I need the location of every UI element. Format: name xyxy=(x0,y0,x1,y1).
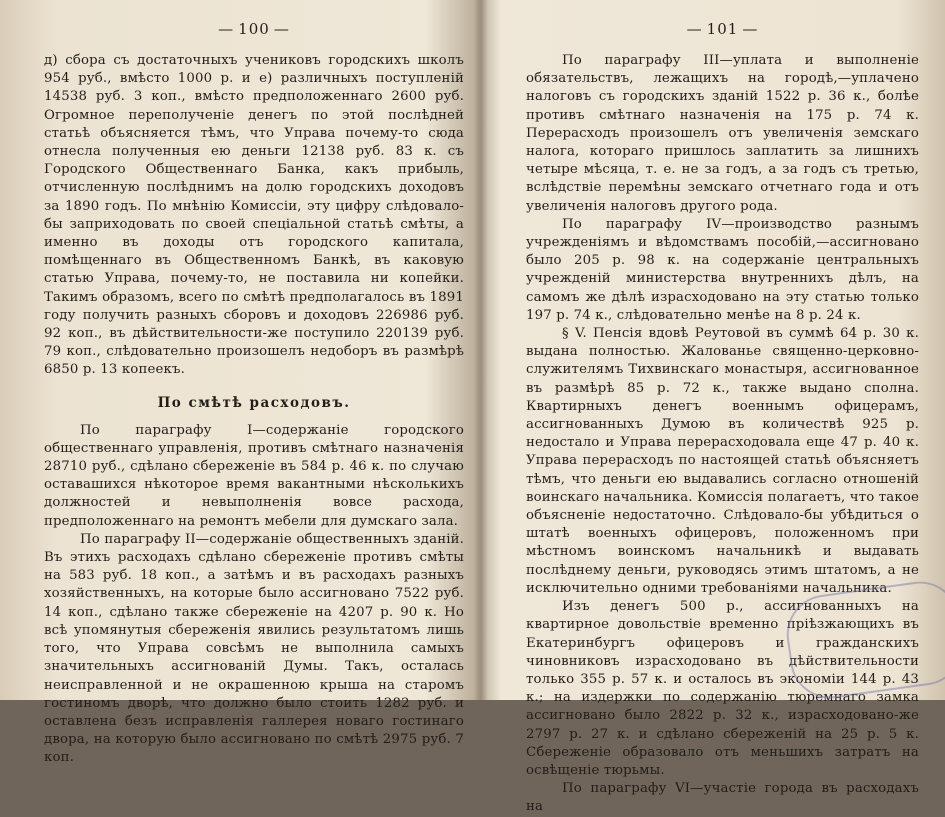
paragraph: Изъ денегъ 500 р., ассигнованныхъ на квартирное довольствіе временно пріѣзжающихъ въ Екатеринбургъ офицеровъ и гражданскихъ чиновниковъ израсходовано въ дѣйствительности только 355 р. 57 к. и осталось въ экономіи 144 р. 43 к.; на издержки по содержанію тюремнаго замка ассигновано было 2822 р. 32 к., израсходовано-же 2797 р. 27 к. и сдѣлано сбереженій на 25 р. 5 к. Сбереженіе образовало отъ меньшихъ затратъ на освѣщеніе тюрьмы. xyxy=(526,599,919,778)
paragraph: По параграфу II—содержаніе общественныхъ зданій. Въ этихъ расходахъ сдѣлано сбереженіе противъ смѣты на 583 руб. 18 коп., а затѣмъ и въ расходахъ разныхъ хозяйственныхъ, на которые было ассигновано 7522 руб. 14 коп., сдѣлано также сбереженіе на 4207 р. 90 к. Но всѣ упомянутыя сбереженія явились результатомъ лишь того, что Управа совсѣмъ не выполнила самыхъ значительныхъ ассигнованій Думы. Такъ, осталась неисправленной и не окрашенною крыша на старомъ гостиномъ дворѣ, что должно было стоить 1282 руб. и оставлена безъ исправленія галлерея новаго гостинаго двора, на которую было ассигновано по смѣтѣ 2975 руб. 7 коп. xyxy=(44,531,464,766)
left-page-text xyxy=(44,52,464,768)
paragraph: По параграфу IV—производство разнымъ учрежденіямъ и вѣдомствамъ пособій,—ассигновано было 205 р. 98 к. на содержаніе центральныхъ учрежденій министерства внутреннихъ дѣлъ, на самомъ же дѣлѣ израсходовано на эту статью только 197 р. 74 к., слѣдовательно менѣе на 8 р. 24 к. xyxy=(526,216,919,323)
paragraph: § V. Пенсія вдовѣ Реутовой въ суммѣ 64 р. 30 к. выдана полностью. Жалованье священно-церковно-служителямъ Тихвинскаго монастыря, ассигнованное въ размѣрѣ 85 р. 72 к., также выдано сполна. Квартирныхъ денегъ военнымъ офицерамъ, ассигнованныхъ Думою въ количествѣ 925 р. недостало и Управа перерасходовала еще 47 р. 40 к. Управа перерасходъ по настоящей статьѣ объясняетъ тѣмъ, что деньги ею выдавались согласно отношеній воинскаго начальника. Комиссія полагаетъ, что такое объясненіе недостаточно. Слѣдовало-бы убѣдиться о штатѣ военныхъ офицеровъ, положенномъ при мѣстномъ воинскомъ начальникѣ и выдавать послѣднему деньги, руководясь этимъ штатомъ, а не исключительно одними требованіями начальника. xyxy=(526,326,919,596)
left-page xyxy=(0,0,478,766)
paragraph: д) сбора съ достаточныхъ учениковъ городскихъ школъ 954 руб., вмѣсто 1000 р. и е) различныхъ поступленій 14538 руб. 3 коп., вмѣсто предположеннаго 2600 руб. Огромное переполученіе денегъ по этой послѣдней статьѣ объясняется тѣмъ, что Управа почему-то сюда отнесла полученныя ею деньги 12138 руб. 83 к. съ Городского Общественнаго Банка, какъ прибыль, отчисленную послѣднимъ на долю городскихъ доходовъ за 1890 годъ. По мнѣнію Комиссіи, эту цифру слѣдовало-бы заприходовать по своей спеціальной статьѣ смѣты, а именно въ доходы отъ городского капитала, помѣщеннаго въ Общественномъ Банкѣ, въ каковую статью Управа, почему-то, не поставила ни копейки. Такимъ образомъ, всего по смѣтѣ предполагалось въ 1891 году получить разныхъ сборовъ и доходовъ 226986 руб. 92 коп., въ дѣйствительности-же поступило 220139 руб. 79 коп., слѣдовательно произошелъ недоборъ въ размѣрѣ 6850 р. 13 копеекъ. xyxy=(44,53,464,378)
page-number-right-value: 101 xyxy=(706,20,739,38)
paragraph: По параграфу VI—участіе города въ расходахъ на xyxy=(526,781,919,815)
page-number-right: — 101 — xyxy=(686,20,759,38)
paragraph: По параграфу I—содержаніе городского общественнаго управленія, противъ смѣтнаго назначенія 28710 руб., сдѣлано сбереженіе въ 584 р. 46 к. по случаю оставашихся нѣкоторое время вакантными нѣсколькихъ должностей и невыполненія вовсе расхода, предположеннаго на ремонтъ мебели для думскаго зала. xyxy=(44,422,464,529)
page-number-left: — 100 — xyxy=(218,20,290,38)
page-number-left-value: 100 xyxy=(238,20,270,38)
right-page-text xyxy=(526,52,919,817)
section-heading: По смѣтѣ расходовъ. xyxy=(157,394,351,411)
paragraph: По параграфу III—уплата и выполненіе обязательствъ, лежащихъ на городѣ,—уплачено налоговъ съ городскихъ зданій 1522 р. 36 к., болѣе противъ смѣтнаго назначенія на 175 р. 74 к. Перерасходъ произошелъ отъ увеличенія земскаго налога, котораго пришлось заплатить за лишнихъ четыре мѣсяца, т. е. не за годъ, а за годъ съ третью, вслѣдствіе перемѣны земскаго отчетнаго года и отъ увеличенія налоговъ другого рода. xyxy=(526,53,919,214)
